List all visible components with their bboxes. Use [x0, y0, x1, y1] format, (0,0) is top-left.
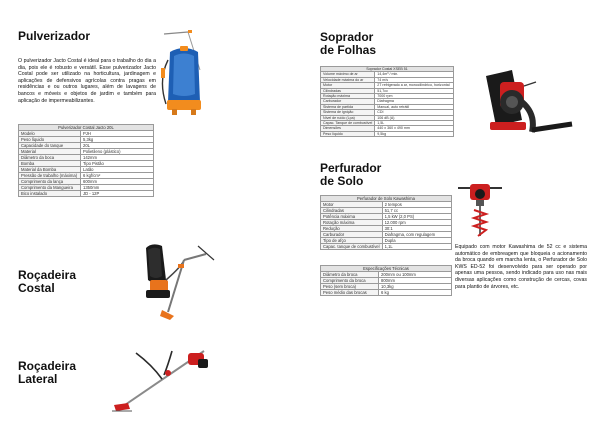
table-cell: 1350mm: [81, 185, 154, 191]
table-cell: Redução: [321, 226, 383, 232]
table-cell: Bico instalado: [19, 191, 81, 197]
table-cell: Diafragma: [375, 99, 454, 104]
table-cell: Comprimento da Mangueira: [19, 185, 81, 191]
pulverizador-title: Pulverizador: [18, 29, 91, 43]
table-cell: Rotação máxima: [321, 94, 375, 99]
table-row: [321, 131, 454, 136]
table-cell: 5,3kg: [81, 137, 154, 143]
table-row: [321, 232, 452, 238]
table-cell: Motor: [321, 202, 383, 208]
table-cell: Carburador: [321, 232, 383, 238]
table-cell: 1,5L: [375, 121, 454, 126]
table-header: Especificações Técnicas: [321, 266, 452, 272]
title-line: Soprador: [320, 30, 374, 44]
table-cell: Peso líquido: [19, 137, 81, 143]
pulverizador-description: O pulverizador Jacto Costal é ideal para o trabalho do dia a dia, pois ele é robusto e versátil. Esse pulverizador Jacto Costal pode ser utilizado na horticultura, jardinagem e aplicações de defensivos agrícolas contra pragas em residências e ou outros lugares, além de lavagens de bancos e móveis e objetos de jardim e também para aplicação de impermeabilizantes.: [18, 58, 156, 104]
table-cell: 74 m/s: [375, 77, 454, 82]
table-cell: Polietileno (plástico): [81, 149, 154, 155]
table-header: Soprador Costal XSEB 51: [321, 67, 454, 72]
table-cell: PJH: [81, 131, 154, 137]
table-cell: Capacidade do tanque: [19, 143, 81, 149]
pulverizador-spec-table: [18, 124, 154, 197]
table-cell: Diâmetro da boca: [19, 155, 81, 161]
table-cell: 12.000 rpm: [382, 220, 451, 226]
table-cell: Material da Bomba: [19, 167, 81, 173]
soprador-spec-table: [320, 66, 454, 137]
table-header: Pulverizador Costal Jacto 20L: [19, 125, 154, 131]
table-cell: 1,5 kW (2,0 PS): [382, 214, 451, 220]
table-cell: 14,4m³ / min.: [375, 72, 454, 77]
table-cell: Volume máximo de ar: [321, 72, 375, 77]
table-row: [321, 290, 452, 296]
perfurador-description: Equipado com motor Kawashima de 52 cc e sistema automático de embreagem que bloqueia o acionamento da broca quando em marcha lenta, o Perfurador de Solo KWS ED-52 foi desenvolvido para ser operado por apenas uma pessoa, sendo indicado para uso nas mais diversas aplicações como construção de cercas, covas para plantio de árvores, etc.: [455, 244, 587, 290]
table-cell: Bomba: [19, 161, 81, 167]
earth-auger-image: [452, 178, 508, 240]
backpack-brushcutter-image: [122, 240, 218, 322]
table-cell: Material: [19, 149, 81, 155]
perfurador-title: [320, 162, 381, 188]
table-cell: 7000 rpm: [375, 94, 454, 99]
table-cell: 9,5kg: [375, 131, 454, 136]
table-cell: 2T refrigerado a ar, monocilíndrico, horizontal: [375, 83, 454, 88]
table-cell: 6 kg: [379, 290, 452, 296]
table-cell: CDI: [375, 110, 454, 115]
title-line: Perfurador: [320, 161, 382, 175]
table-cell: Peso (sem broca): [321, 284, 379, 290]
table-cell: Potência máxima: [321, 214, 383, 220]
table-cell: 200mm ou 100mm: [379, 272, 452, 278]
title-line: Roçadeira: [18, 268, 77, 282]
leaf-blower-image: [466, 62, 578, 142]
table-cell: Dimensões: [321, 126, 375, 131]
table-cell: 51,7cc: [375, 88, 454, 93]
table-cell: Carburador: [321, 99, 375, 104]
rocadeira-costal-title: [18, 269, 76, 295]
table-cell: Motor: [321, 83, 375, 88]
title-line: Costal: [18, 281, 55, 295]
table-cell: 51,7 cc: [382, 208, 451, 214]
table-cell: 800mm: [379, 278, 452, 284]
title-line: Lateral: [18, 372, 58, 386]
table-cell: Cilindradas: [321, 88, 375, 93]
table-cell: 106 dB (A): [375, 115, 454, 120]
table-cell: Dupla: [382, 238, 451, 244]
table-cell: Sistema de partida: [321, 104, 375, 109]
table-cell: Modelo: [19, 131, 81, 137]
rocadeira-lateral-title: [18, 360, 76, 386]
perfurador-spec-table: [320, 195, 452, 250]
perfurador-tech-spec-table: [320, 265, 452, 296]
table-cell: Capac. Tanque de combustível: [321, 121, 375, 126]
table-row: [321, 244, 452, 250]
table-cell: 600mm: [81, 179, 154, 185]
table-cell: Comprimento da broca: [321, 278, 379, 284]
side-brushcutter-image: [108, 345, 212, 413]
table-cell: Rotação máxima: [321, 220, 383, 226]
table-cell: Manual, auto retrátil: [375, 104, 454, 109]
table-cell: 30:1: [382, 226, 451, 232]
table-cell: Latão: [81, 167, 154, 173]
table-cell: Velocidade máxima do ar: [321, 77, 375, 82]
table-cell: 20L: [81, 143, 154, 149]
table-cell: Cilindradas: [321, 208, 383, 214]
title-line: Roçadeira: [18, 359, 77, 373]
table-row: [19, 191, 154, 197]
table-cell: Comprimento da lança: [19, 179, 81, 185]
table-cell: 142mm: [81, 155, 154, 161]
table-cell: Peso médio das brocas: [321, 290, 379, 296]
table-cell: 6 kgf/cm²: [81, 173, 154, 179]
table-cell: Tipo de afço: [321, 238, 383, 244]
table-cell: Pressão de trabalho (máxima): [19, 173, 81, 179]
table-cell: Capac. tanque de combustível: [321, 244, 383, 250]
table-cell: 2 tempos: [382, 202, 451, 208]
table-cell: Peso líquido: [321, 131, 375, 136]
table-header: Perfurador de Solo Kawashima: [321, 196, 452, 202]
table-cell: 10,3kg: [379, 284, 452, 290]
table-cell: JD - 12P: [81, 191, 154, 197]
table-cell: 1,1L: [382, 244, 451, 250]
table-cell: Nível de ruído (Lpa): [321, 115, 375, 120]
title-line: de Solo: [320, 174, 364, 188]
backpack-sprayer-image: [158, 30, 210, 118]
table-cell: Sistema de ignição: [321, 110, 375, 115]
soprador-title: [320, 31, 376, 57]
table-cell: Diâmetro da broca: [321, 272, 379, 278]
title-line: de Folhas: [320, 43, 377, 57]
table-cell: Tipo Pistão: [81, 161, 154, 167]
table-cell: 440 x 360 x 490 mm: [375, 126, 454, 131]
table-cell: Diafragma, com regulagem: [382, 232, 451, 238]
